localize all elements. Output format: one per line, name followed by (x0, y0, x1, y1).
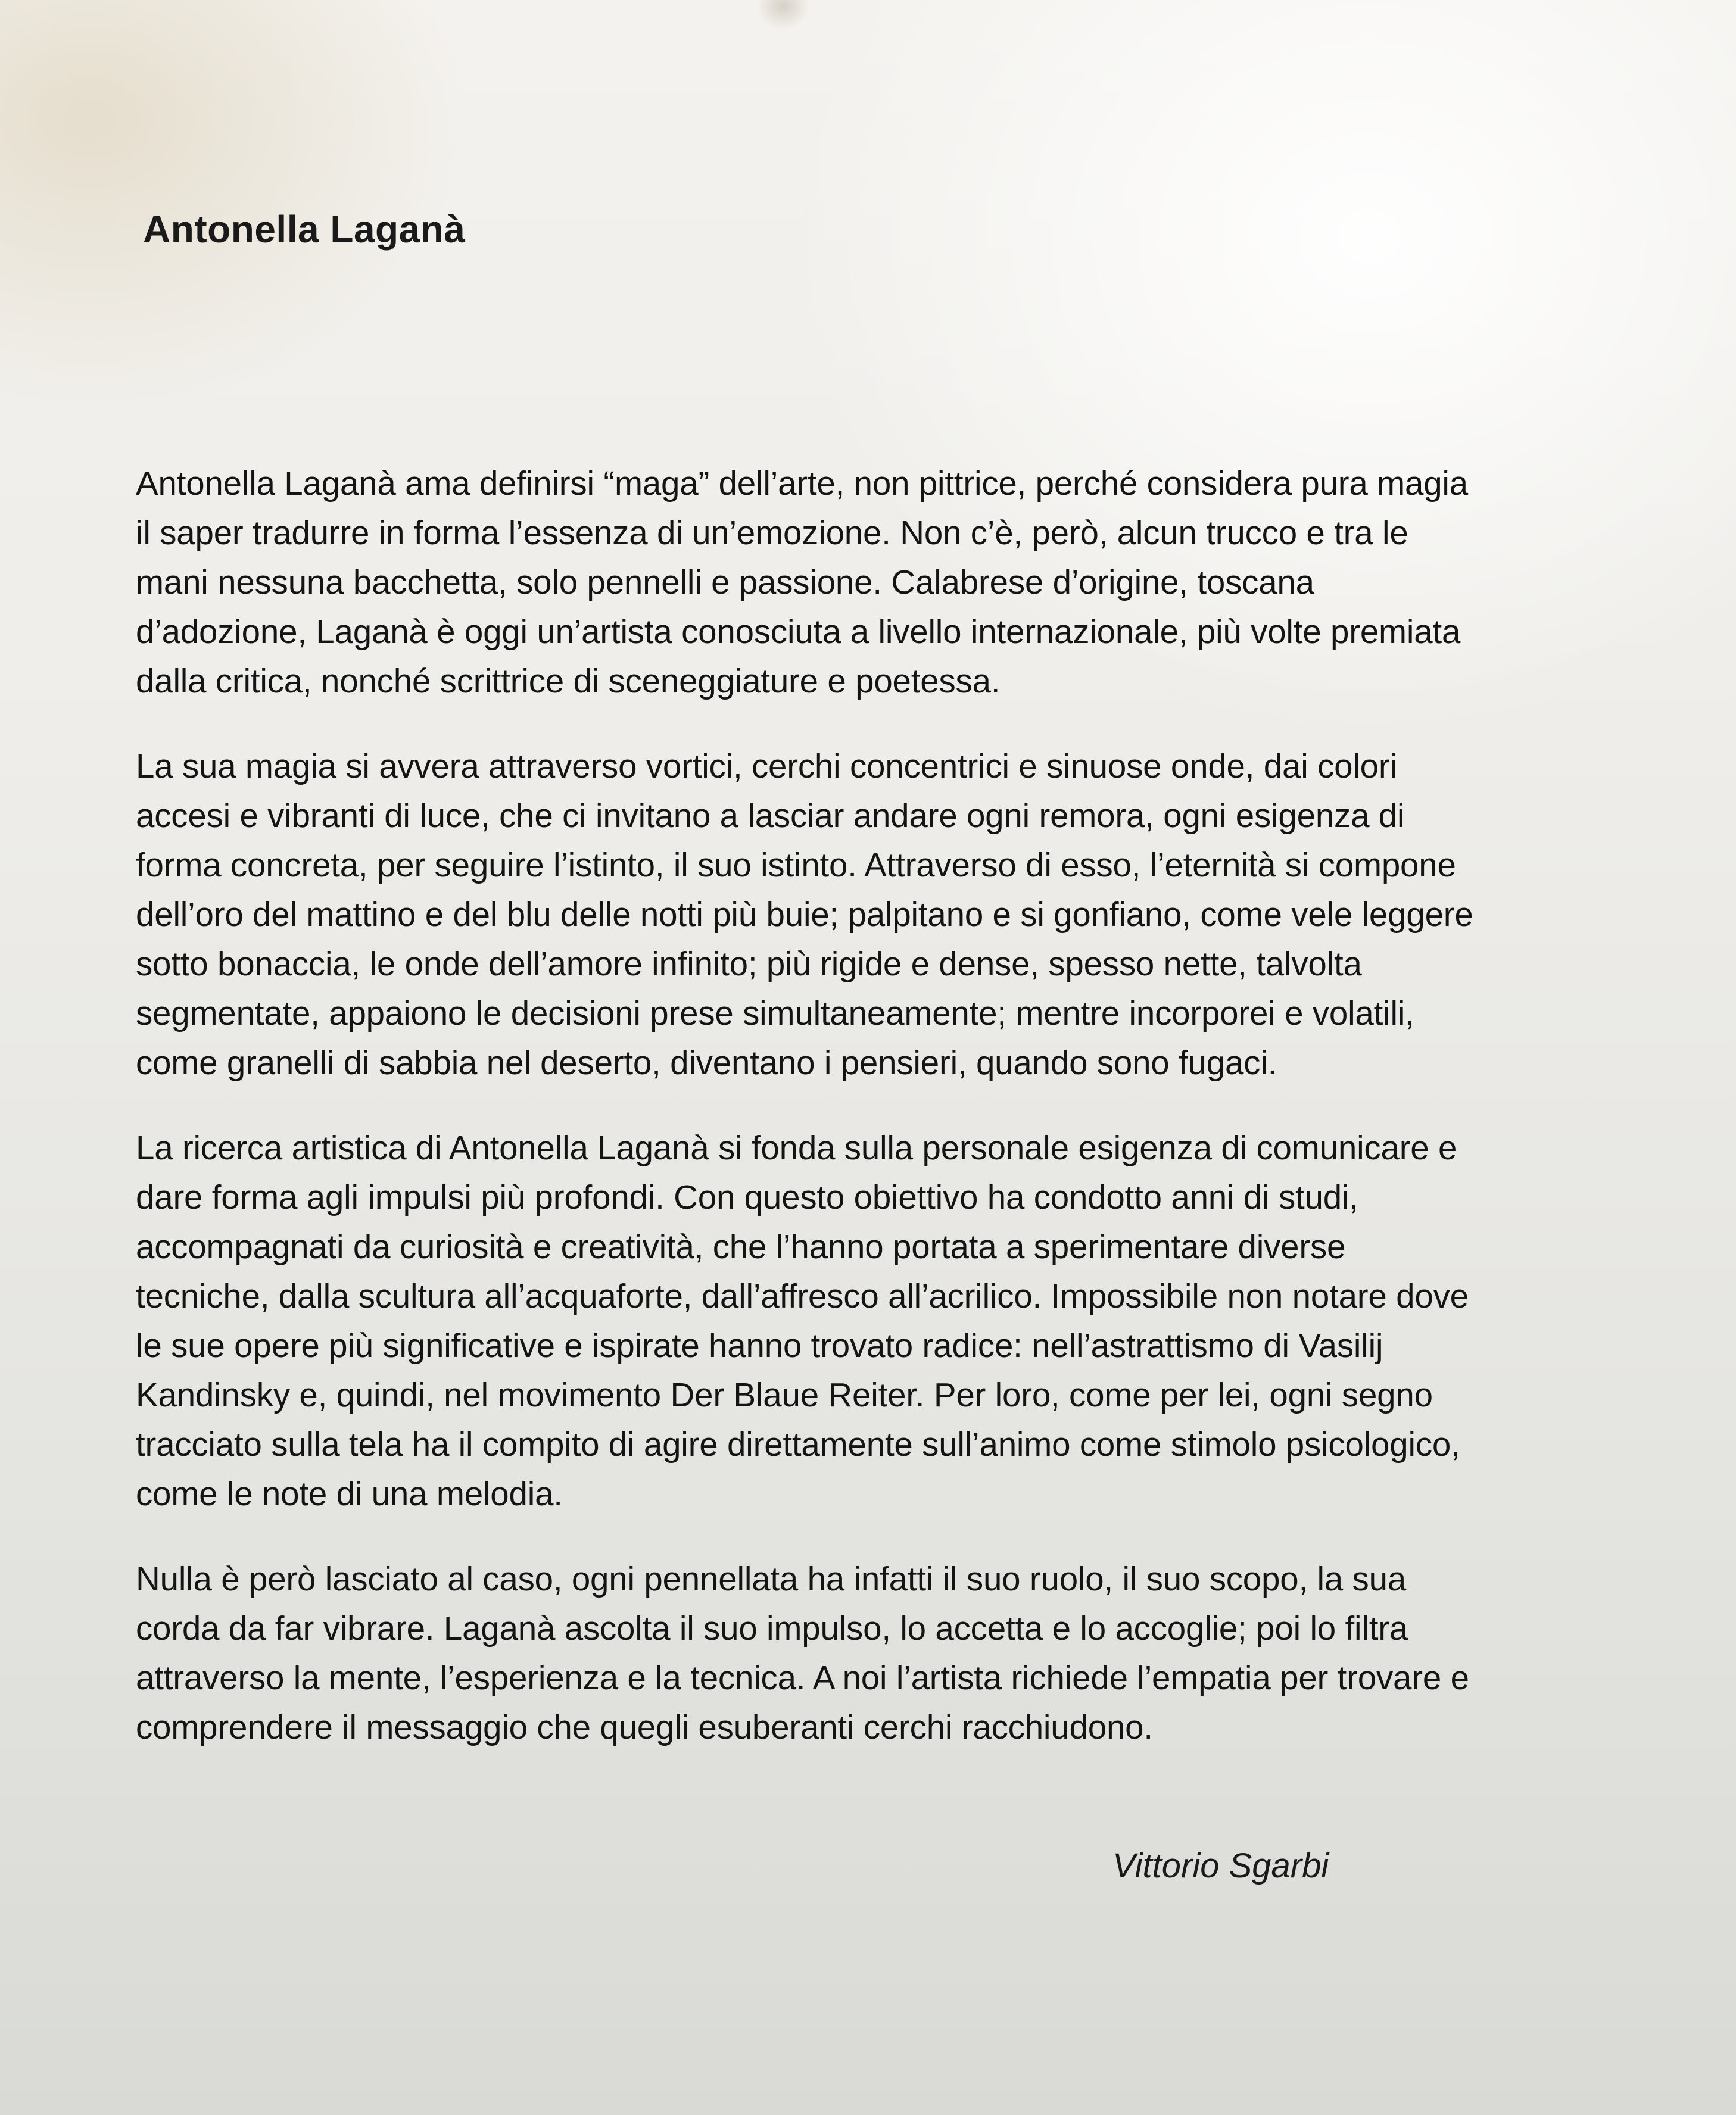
text-line: dare forma agli impulsi più profondi. Con questo obiettivo ha condotto anni di studi, (136, 1178, 1358, 1216)
text-line: sotto bonaccia, le onde dell’amore infinito; più rigide e dense, spesso nette, talvolta (136, 945, 1362, 982)
text-line: dell’oro del mattino e del blu delle notti più buie; palpitano e si gonfiano, come vele leggere (136, 896, 1473, 933)
text-line: tracciato sulla tela ha il compito di agire direttamente sull’animo come stimolo psicologico, (136, 1425, 1460, 1463)
text-line: il saper tradurre in forma l’essenza di un’emozione. Non c’è, però, alcun trucco e tra le (136, 514, 1408, 551)
text-line: tecniche, dalla scultura all’acquaforte, dall’affresco all’acrilico. Impossibile non notare dove (136, 1277, 1469, 1315)
document-title: Antonella Laganà (143, 208, 466, 251)
paragraph-1 (136, 458, 1660, 706)
text-line: La sua magia si avvera attraverso vortici, cerchi concentrici e sinuose onde, dai colori (136, 747, 1397, 785)
paragraph-3 (136, 1123, 1660, 1518)
text-line: accompagnati da curiosità e creatività, che l’hanno portata a sperimentare diverse (136, 1228, 1346, 1265)
text-line: le sue opere più significative e ispirate hanno trovato radice: nell’astrattismo di Vasilij (136, 1327, 1383, 1364)
text-line: dalla critica, nonché scrittrice di sceneggiature e poetessa. (136, 662, 1001, 700)
photo-shadow (756, 0, 810, 30)
text-line: come le note di una melodia. (136, 1475, 563, 1512)
text-line: come granelli di sabbia nel deserto, diventano i pensieri, quando sono fugaci. (136, 1044, 1277, 1081)
text-line: mani nessuna bacchetta, solo pennelli e passione. Calabrese d’origine, toscana (136, 563, 1314, 601)
text-line: Kandinsky e, quindi, nel movimento Der Blaue Reiter. Per loro, come per lei, ogni segno (136, 1376, 1433, 1414)
text-line: segmentate, appaiono le decisioni prese simultaneamente; mentre incorporei e volatili, (136, 994, 1414, 1032)
text-line: d’adozione, Laganà è oggi un’artista conosciuta a livello internazionale, più volte premiata (136, 613, 1461, 650)
paragraph-4 (136, 1554, 1660, 1752)
text-line: corda da far vibrare. Laganà ascolta il suo impulso, lo accetta e lo accoglie; poi lo filtra (136, 1609, 1408, 1647)
text-line: Antonella Laganà ama definirsi “maga” dell’arte, non pittrice, perché considera pura magia (136, 464, 1469, 502)
document-body (136, 458, 1660, 1788)
author-signature: Vittorio Sgarbi (1112, 1846, 1329, 1885)
text-line: attraverso la mente, l’esperienza e la tecnica. A noi l’artista richiede l’empatia per trovare e (136, 1659, 1469, 1696)
paragraph-2 (136, 741, 1660, 1087)
text-line: accesi e vibranti di luce, che ci invitano a lasciar andare ogni remora, ogni esigenza di (136, 797, 1405, 834)
text-line: Nulla è però lasciato al caso, ogni pennellata ha infatti il suo ruolo, il suo scopo, la sua (136, 1560, 1407, 1598)
text-line: La ricerca artistica di Antonella Laganà si fonda sulla personale esigenza di comunicare e (136, 1129, 1457, 1166)
text-line: forma concreta, per seguire l’istinto, il suo istinto. Attraverso di esso, l’eternità si compone (136, 846, 1456, 884)
text-line: comprendere il messaggio che quegli esuberanti cerchi racchiudono. (136, 1708, 1153, 1746)
